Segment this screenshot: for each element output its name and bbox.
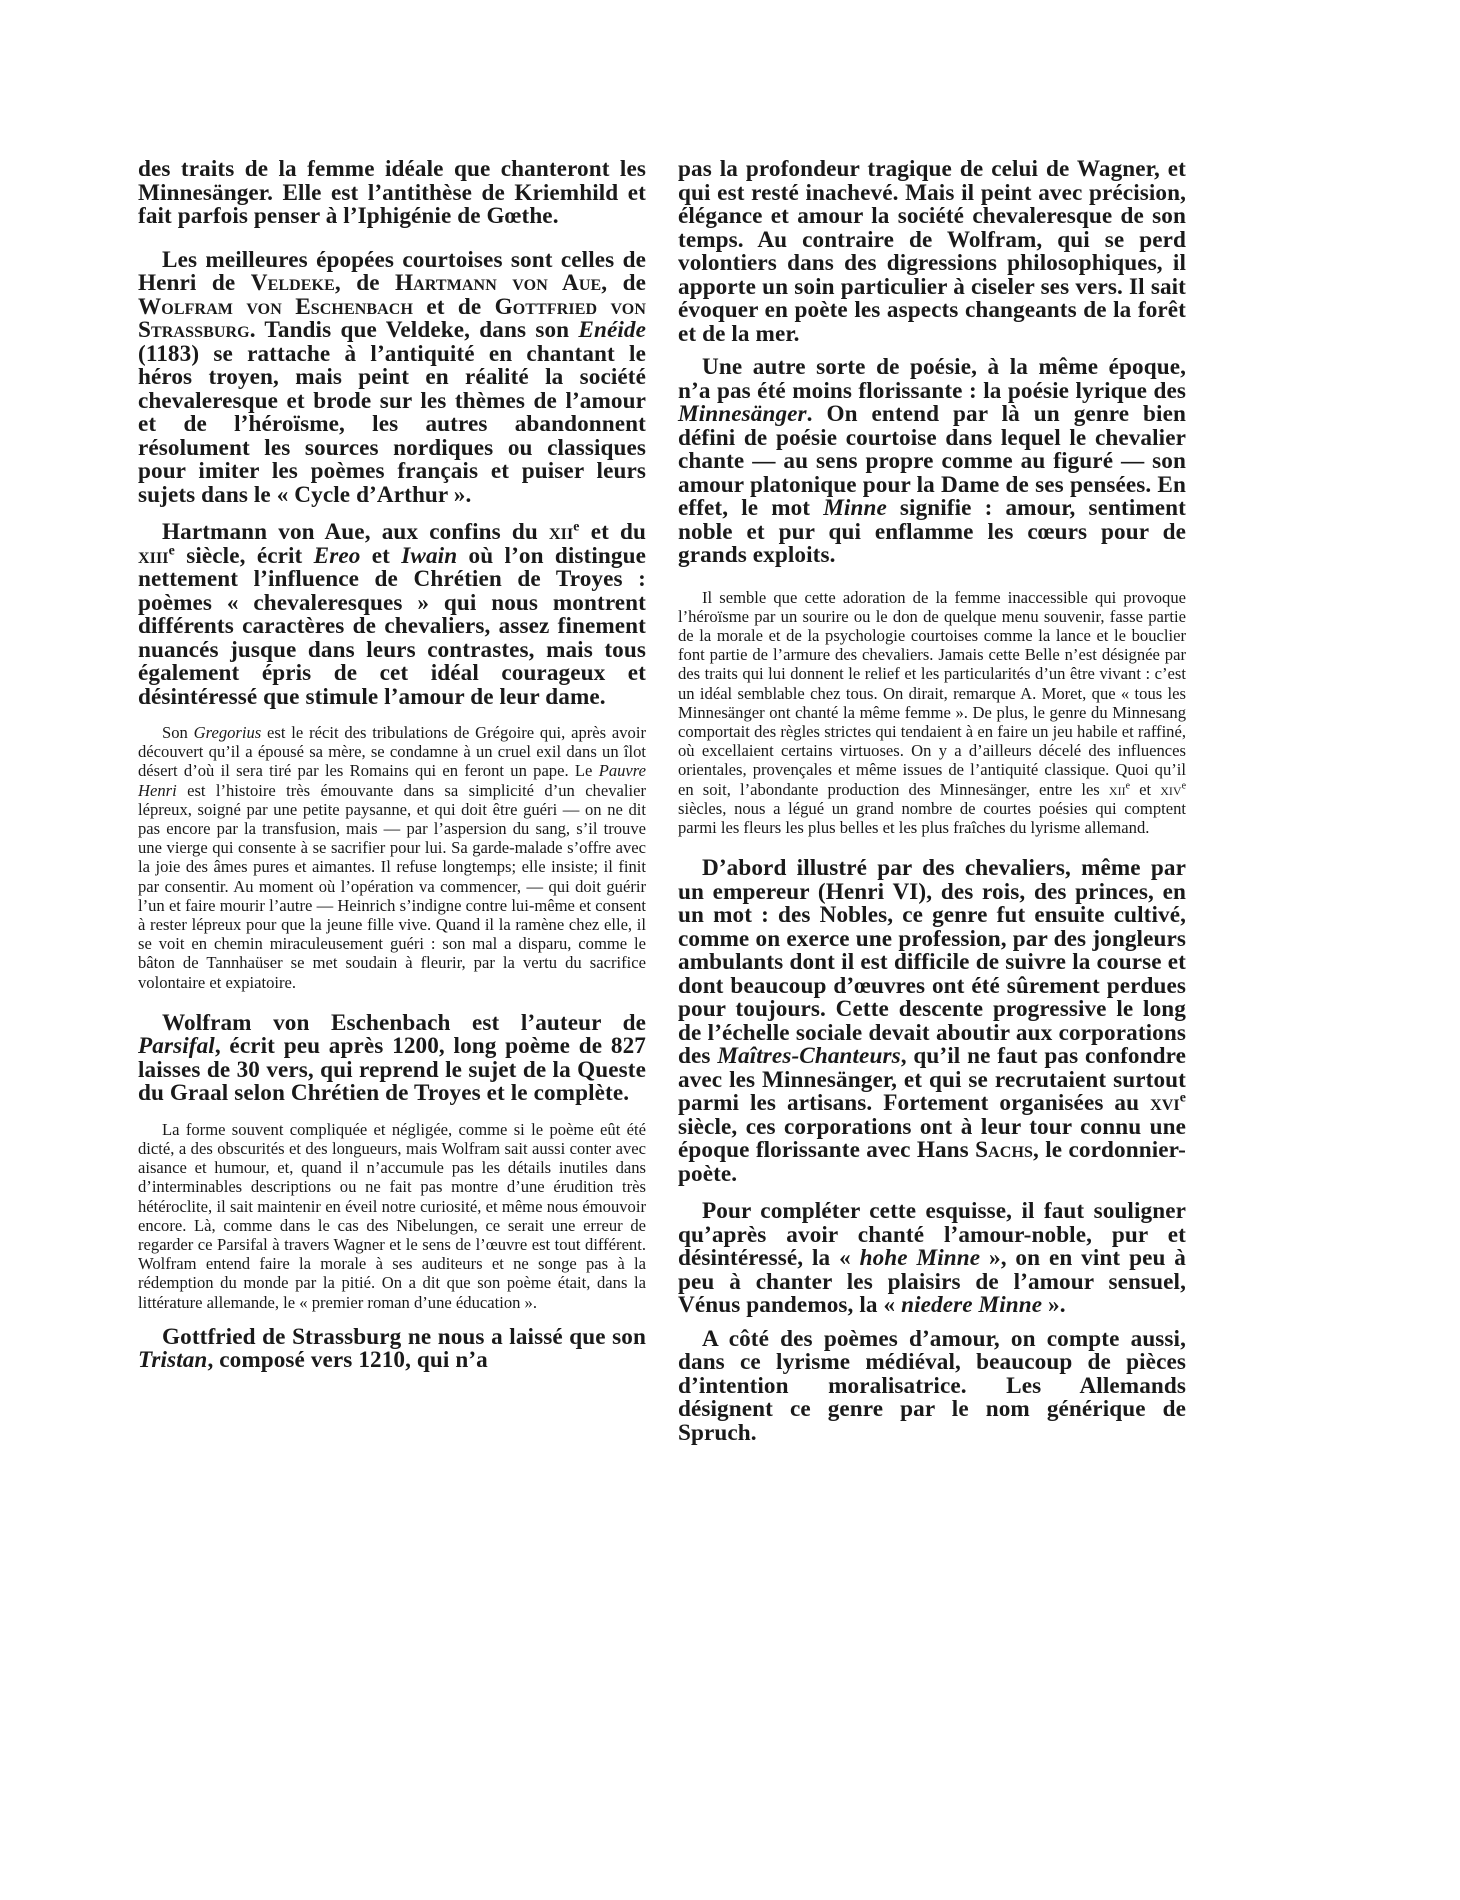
paragraph: Hartmann von Aue, aux confins du xii$^e$ et du xiii$^e$ siècle, écrit Ereo et Iwain où l’on distingue nettement l’influence de Chrétien de Troyes : poèmes « chevaleresques » qui nous montrent différents caractères de chevaliers, assez finement nuancés jusque dans leurs contrastes, mais tous également épris de cet idéal courageux et désintéressé que stimule l’amour de leur dame. — [138, 519, 647, 710]
left-column — [138, 158, 646, 1373]
paragraph: Une autre sorte de poésie, à la même époque, n’a pas été moins florissante : la poésie lyrique des Minnesänger. On entend par là un genre bien défini de poésie courtoise dans lequel le chevalier chante — au sens propre comme au figuré — son amour platonique pour la Dame de ses pensées. En effet, le mot Minne signifie : amour, sentiment noble et pur qui enflamme les cœurs pour de grands exploits. — [678, 354, 1186, 568]
paragraph: A côté des poèmes d’amour, on compte aussi, dans ce lyrisme médiéval, beaucoup de pièces d’intention moralisatrice. Les Allemands désignent ce genre par le nom générique de Spruch. — [678, 1325, 1186, 1446]
small-print-note: La forme souvent compliquée et négligée, comme si le poème eût été dicté, a des obscurités et des longueurs, mais Wolfram sait aussi conter avec aisance et humour, et, quand il n’accumule pas les détails inutiles dans d’interminables descriptions ou ne fait pas montre d’une érudition très hétéroclite, il sait maintenir en éveil notre curiosité, et même nous émouvoir encore. Là, comme dans le cas des Nibelungen, ce serait une erreur de regarder ce Parsifal à travers Wagner et le sens de l’œuvre est tout différent. Wolfram entend faire la morale à ses auditeurs et ne songe pas à la rédemption du monde par la pitié. On a dit que son poème était, dans la littérature allemande, le « premier roman d’une éducation ». — [138, 1119, 646, 1312]
small-print-note: Son Gregorius est le récit des tribulations de Grégoire qui, après avoir découvert qu’il a épousé sa mère, se condamne à un cruel exil dans un îlot désert d’où il sera tiré par les Romains qui en feront un pape. Le Pauvre Henri est l’histoire très émouvante dans sa simplicité d’un chevalier lépreux, soigné par une petite paysanne, et qui doit être guéri — on ne dit pas encore par la transfusion, mais — par l’aspersion du sang, s’il trouve une vierge qui consente à se sacrifier pour lui. Sa garde-malade s’offre avec la joie des âmes pures et aimantes. Il refuse longtemps; elle insiste; il finit par consentir. Au moment où l’opération va commencer, — qui doit guérir l’un et faire mourir l’autre — Heinrich s’indigne contre lui-même et consent à rester lépreux pour que la jeune fille vive. Quand il la ramène chez elle, il se voit en chemin miraculeusement guéri : son mal a disparu, comme le bâton de Tannhaüser se met soudain à fleurir, par la vertu du sacrifice volontaire et expiatoire. — [138, 723, 646, 992]
right-column — [678, 158, 1186, 1445]
paragraph: pas la profondeur tragique de celui de Wagner, et qui est resté inachevé. Mais il peint avec précision, élégance et amour la société chevaleresque de son temps. Au contraire de Wolfram, qui se perd volontiers dans des digressions philosophiques, il apporte un soin particulier à ciseler ses vers. Il sait évoquer en poète les aspects changeants de la forêt et de la mer. — [678, 156, 1186, 347]
paragraph: Pour compléter cette esquisse, il faut souligner qu’après avoir chanté l’amour-noble, pur et désintéressé, la « hohe Minne », on en vint peu à peu à chanter les plaisirs de l’amour sensuel, Vénus pandemos, la « niedere Minne ». — [678, 1198, 1186, 1319]
paragraph: Gottfried de Strassburg ne nous a laissé que son Tristan, composé vers 1210, qui n’a — [138, 1323, 646, 1374]
paragraph: des traits de la femme idéale que chanteront les Minnesänger. Elle est l’antithèse de Kriemhild et fait parfois penser à l’Iphigénie de Gœthe. — [138, 156, 646, 229]
small-print-note: Il semble que cette adoration de la femme inaccessible qui provoque l’héroïsme par un sourire ou le don de quelque menu souvenir, fasse partie de la morale et de la psychologie courtoises comme la lance et le bouclier font partie de l’armure des chevaliers. Jamais cette Belle n’est désignée par des traits qui lui donnent le relief et les particularités d’un être vivant : c’est un idéal semblable chez tous. On dirait, remarque A. Moret, que « tous les Minnesänger ont chanté la même femme ». De plus, le genre du Minnesang comportait des règles strictes qui tendaient à en faire un jeu habile et raffiné, où excellaient certains virtuoses. On y a d’ailleurs décelé des influences orientales, provençales et même issues de l’antiquité classique. Quoi qu’il en soit, l’abondante production des Minnesänger, entre les xii$^e$ et xiv$^e$ siècles, nous a légué un grand nombre de courtes poésies qui comptent parmi les fleurs les plus belles et les plus fraîches du lyrisme allemand. — [678, 587, 1186, 837]
paragraph: Les meilleures épopées courtoises sont celles de Henri de Veldeke, de Hartmann von Aue, de Wolfram von Eschenbach et de Gottfried von Strassburg. Tandis que Veldeke, dans son Enéide (1183) se rattache à l’antiquité en chantant le héros troyen, mais peint en réalité la société chevaleresque et brode sur les thèmes de l’amour et de l’héroïsme, les autres abandonnent résolument les sources nordiques ou classiques pour imiter les poèmes français et puiser leurs sujets dans le « Cycle d’Arthur ». — [138, 246, 647, 508]
paragraph: Wolfram von Eschenbach est l’auteur de Parsifal, écrit peu après 1200, long poème de 827 laisses de 30 vers, qui reprend le sujet de la Queste du Graal selon Chrétien de Troyes et le complète. — [138, 1009, 646, 1107]
paragraph: D’abord illustré par des chevaliers, même par un empereur (Henri VI), des rois, des princes, en un mot : des Nobles, ce genre fut ensuite cultivé, comme on exerce une profession, par des jongleurs ambulants dont il est difficile de suivre la course et dont beaucoup d’œuvres ont été sûrement perdues pour toujours. Cette descente progressive le long de l’échelle sociale devait aboutir aux corporations des Maîtres-Chanteurs, qu’il ne faut pas confondre avec les Minnesänger, et qui se recrutaient surtout parmi les artisans. Fortement organisées au xvi$^e$ siècle, ces corporations ont à leur tour connu une époque florissante avec Hans Sachs, le cordonnier-poète. — [678, 855, 1186, 1187]
